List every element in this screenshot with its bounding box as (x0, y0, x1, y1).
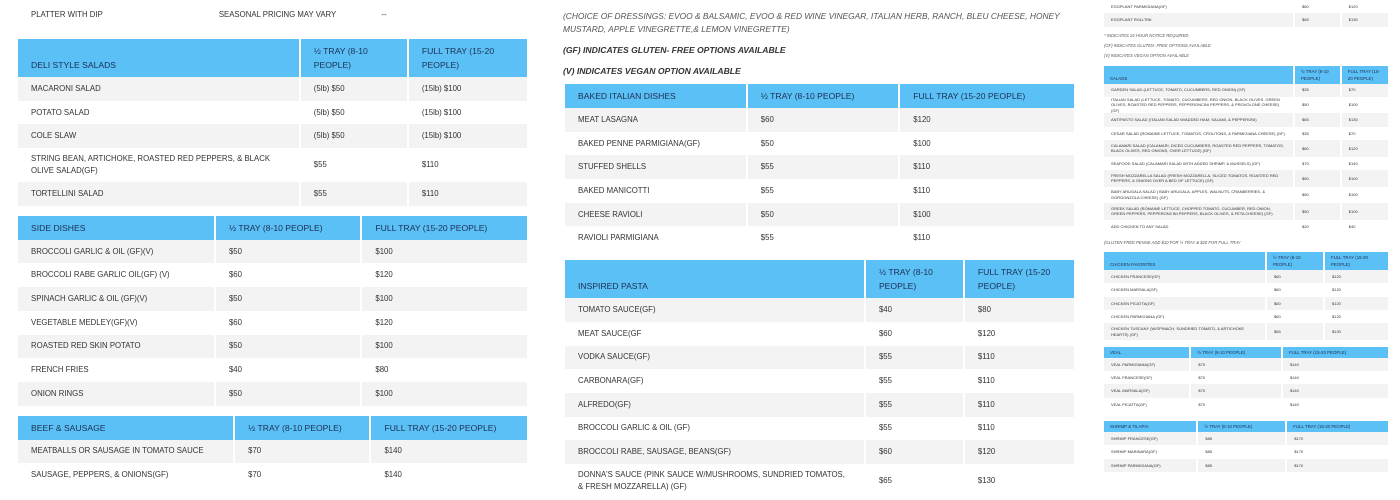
item-name: ONION RINGS (18, 382, 214, 406)
chicken-table (1102, 250, 1390, 340)
full-tray-price: $70 (1342, 84, 1388, 97)
veal-table (1102, 345, 1390, 411)
table-row (1104, 170, 1388, 187)
table-row (18, 263, 527, 287)
item-name: STRING BEAN, ARTICHOKE, ROASTED RED PEPPERS, & BLACK OLIVE SALAD(GF) (18, 148, 299, 182)
item-name: DONNA'S SAUCE (PINK SAUCE W/MUSHROOMS, SUNDRIED TOMATOS, & FRESH MOZZARELLA) (GF) (565, 464, 864, 498)
table-row (1104, 310, 1388, 323)
item-name: RAVIOLI PARMIGIANA (565, 226, 746, 250)
table-header-row (18, 214, 527, 240)
vegan-note: (V) INDICATES VEGAN OPTION AVAILABLE (1104, 52, 1189, 58)
item-name: MEAT SAUCE(GF (565, 322, 864, 346)
table-row (1104, 140, 1388, 157)
half-tray-price: $50 (1295, 97, 1340, 114)
item-name: SHRIMP MARINARA(GF) (1104, 445, 1196, 458)
menu-column-left (16, 0, 529, 487)
half-tray-price: $60 (866, 322, 963, 346)
half-tray-price: $50 (216, 335, 360, 359)
table-row (1104, 384, 1388, 397)
table-row (1104, 13, 1388, 26)
table-row (565, 369, 1074, 393)
half-tray-price: (5lb) $50 (301, 101, 407, 125)
deli-salads-table (16, 37, 529, 206)
half-tray-header: ½ TRAY (8-10 PEOPLE) (301, 37, 407, 77)
notes-block (1102, 31, 1390, 61)
table-row (565, 298, 1074, 322)
half-tray-price: (5lb) $50 (301, 77, 407, 101)
half-tray-price: $50 (216, 287, 360, 311)
table-header-row (18, 37, 527, 77)
full-tray-price: $120 (362, 311, 527, 335)
full-tray-price: $120 (1342, 140, 1388, 157)
half-tray-header: ½ TRAY (8-10 PEOPLE) (1191, 345, 1281, 358)
dressing-note: (CHOICE OF DRESSINGS: EVOO & BALSAMIC, EVOO & RED WINE VINEGAR, ITALIAN HERB, RANCH, BLEU CHEESE, HONEY MUSTARD, APPLE VINEGRETTE,& LEMON VINEGRETTE) (563, 11, 1060, 34)
full-tray-header: FULL TRAY (15-20 PEOPLE) (900, 82, 1074, 108)
item-name: SHRIMP FRANCESE(GF) (1104, 432, 1196, 445)
menu-column-middle (563, 0, 1076, 498)
table-row (565, 417, 1074, 441)
full-tray-price: $100 (362, 335, 527, 359)
half-tray-price: $70 (1295, 157, 1340, 170)
table-header-row (565, 82, 1074, 108)
table-row (1104, 203, 1388, 220)
table-row (1104, 445, 1388, 458)
item-name: POTATO SALAD (18, 101, 299, 125)
item-name: CHICKEN PICATTA(GF) (1104, 297, 1265, 310)
half-tray-header: ½ TRAY (8-10 PEOPLE) (235, 414, 369, 440)
menu-column-right (1102, 0, 1390, 472)
table-row (1104, 97, 1388, 114)
table-row (1104, 459, 1388, 472)
full-tray-price: $100 (1342, 170, 1388, 187)
full-tray-price: $120 (362, 263, 527, 287)
half-tray-price: $50 (216, 240, 360, 264)
half-tray-price: $60 (216, 311, 360, 335)
full-tray-price: $110 (965, 369, 1074, 393)
table-row (1104, 0, 1388, 13)
item-name: BROCCOLI GARLIC & OIL (GF)(V) (18, 240, 214, 264)
table-row (18, 124, 527, 148)
full-tray-price: $110 (409, 148, 527, 182)
table-row (565, 464, 1074, 498)
half-tray-price: $60 (216, 263, 360, 287)
full-tray-price: $140 (371, 440, 527, 464)
baked-italian-table (563, 82, 1076, 250)
half-tray-price: $40 (216, 358, 360, 382)
full-tray-price: $170 (1287, 459, 1388, 472)
full-tray-header: FULL TRAY (15-20 PEOPLE) (371, 414, 527, 440)
full-tray-price: $140 (1283, 358, 1388, 371)
full-tray-price: $100 (1342, 187, 1388, 204)
half-tray-price: $60 (1267, 270, 1323, 283)
item-name: FRESH MOZZARELLA SALAD (FRESH MOZZARELLA, SLICED TOMATOS, ROASTED RED PEPPERS, & ONIONS OVER A BED OF LETTUCE) (GF) (1104, 170, 1293, 187)
table-header-row (1104, 64, 1388, 84)
item-name: STUFFED SHELLS (565, 155, 746, 179)
item-name: GREEK SALAD (ROMAINE LETTUCE, CHOPPED TOMATO, CUCUMBER, RED ONION, GREEN PEPPERS, PEPPERONCINI PEPPERS, BLACK OLIVES, & FETA CHEESE) (GF) (1104, 203, 1293, 220)
half-tray-price: SEASONAL PRICING MAY VARY (206, 0, 367, 29)
half-tray-price: $70 (235, 440, 369, 464)
full-tray-price: $120 (1325, 270, 1388, 283)
half-tray-price: $85 (1198, 459, 1285, 472)
item-name: CARBONARA(GF) (565, 369, 864, 393)
full-tray-price: $110 (900, 155, 1074, 179)
half-tray-price: $65 (1295, 113, 1340, 126)
table-row (565, 132, 1074, 156)
table-header-row (18, 414, 527, 440)
full-tray-price: $110 (409, 182, 527, 206)
full-tray-price: $80 (362, 358, 527, 382)
half-tray-price: $50 (1295, 187, 1340, 204)
eggplant-table (1102, 0, 1390, 27)
half-tray-header: ½ TRAY (8-10 PEOPLE) (1198, 419, 1285, 432)
full-tray-price: $110 (965, 417, 1074, 441)
beef-sausage-table (16, 414, 529, 487)
full-tray-price: $70 (1342, 127, 1388, 140)
item-name: VODKA SAUCE(GF) (565, 346, 864, 370)
full-tray-price: $100 (362, 382, 527, 406)
half-tray-header: ½ TRAY (8-10 PEOPLE) (1295, 64, 1340, 84)
half-tray-price: $55 (866, 417, 963, 441)
half-tray-price: $55 (866, 393, 963, 417)
half-tray-price: $60 (748, 108, 898, 132)
item-name: BAKED MANICOTTI (565, 179, 746, 203)
item-name: ALFREDO(GF) (565, 393, 864, 417)
full-tray-price: $110 (965, 346, 1074, 370)
item-name: EGGPLANT PARMIGIANA(GF) (1104, 0, 1293, 13)
table-row (565, 322, 1074, 346)
table-row (18, 148, 527, 182)
table-row (18, 440, 527, 464)
half-tray-price: $35 (1295, 127, 1340, 140)
full-tray-header: FULL TRAY (15-20 PEOPLE) (965, 258, 1074, 298)
item-name: VEAL FRANCESE(GF) (1104, 371, 1189, 384)
half-tray-price: $55 (748, 179, 898, 203)
full-tray-price: $140 (371, 463, 527, 487)
full-tray-price: -- (368, 0, 527, 29)
item-name: CHICKEN TUSCANY (W/SPINACH, SUNDRIED TOMATO, & ARTICHOKE HEARTS) (GF) (1104, 323, 1265, 340)
section-title: VEAL (1104, 345, 1189, 358)
item-name: SEAFOOD SALAD (CALAMARI SALAD WITH ADDED SHRIMP, & MUSSELS) (GF) (1104, 157, 1293, 170)
half-tray-price: $60 (1267, 297, 1323, 310)
inspired-pasta-table (563, 258, 1076, 498)
half-tray-price: $55 (866, 369, 963, 393)
half-tray-price: $55 (301, 182, 407, 206)
half-tray-price: $50 (216, 382, 360, 406)
half-tray-price: $70 (1191, 358, 1281, 371)
full-tray-price: $100 (1342, 203, 1388, 220)
full-tray-header: FULL TRAY (15-20 PEOPLE) (1325, 250, 1388, 270)
half-tray-price: $20 (1295, 220, 1340, 233)
section-title: BEEF & SAUSAGE (18, 414, 233, 440)
item-name: PLATTER WITH DIP (18, 0, 204, 29)
full-tray-price: $80 (965, 298, 1074, 322)
table-row (18, 77, 527, 101)
full-tray-price: $130 (965, 464, 1074, 498)
table-header-row (1104, 250, 1388, 270)
full-tray-price: $130 (1342, 13, 1388, 26)
half-tray-price: $85 (1198, 432, 1285, 445)
table-row (18, 182, 527, 206)
item-name: BROCCOLI RABE, SAUSAGE, BEANS(GF) (565, 440, 864, 464)
item-name: SPINACH GARLIC & OIL (GF)(V) (18, 287, 214, 311)
full-tray-price: $120 (1325, 310, 1388, 323)
item-name: CESAR SALAD (ROMAINE LETTUCE, TOMATOS, CROUTONS, & PARMIGIANA CHEESE) (GF) (1104, 127, 1293, 140)
half-tray-price: $50 (1295, 170, 1340, 187)
item-name: SAUSAGE, PEPPERS, & ONIONS(GF) (18, 463, 233, 487)
gluten-free-note: (GF) INDICATES GLUTEN- FREE OPTIONS AVAILABLE (563, 45, 786, 55)
half-tray-price: $55 (301, 148, 407, 182)
table-header-row (565, 258, 1074, 298)
half-tray-price: (5lb) $50 (301, 124, 407, 148)
full-tray-price: $40 (1342, 220, 1388, 233)
item-name: SHRIMP PARMIGIANA(GF) (1104, 459, 1196, 472)
full-tray-price: $100 (900, 203, 1074, 227)
full-tray-price: $140 (1283, 371, 1388, 384)
platter-table (16, 0, 529, 29)
item-name: FRENCH FRIES (18, 358, 214, 382)
table-row (1104, 358, 1388, 371)
table-row (18, 358, 527, 382)
item-name: COLE SLAW (18, 124, 299, 148)
full-tray-header: FULL TRAY (15-20 PEOPLE) (362, 214, 527, 240)
half-tray-header: ½ TRAY (8-10 PEOPLE) (216, 214, 360, 240)
table-row (18, 101, 527, 125)
half-tray-price: $70 (235, 463, 369, 487)
section-title: SIDE DISHES (18, 214, 214, 240)
full-tray-price: $140 (1342, 157, 1388, 170)
half-tray-price: $55 (748, 226, 898, 250)
table-row (1104, 323, 1388, 340)
item-name: MACARONI SALAD (18, 77, 299, 101)
notice-note: * INDICATES 24 HOUR NOTICE REQUIRED (1104, 32, 1189, 38)
item-name: TORTELLINI SALAD (18, 182, 299, 206)
table-row (1104, 297, 1388, 310)
table-header-row (1104, 419, 1388, 432)
table-row (1104, 127, 1388, 140)
full-tray-price: $100 (1342, 97, 1388, 114)
table-row (1104, 432, 1388, 445)
item-name: GARDEN SALAD (LETTUCE, TOMATO, CUCUMBERS, RED ONION) (GF) (1104, 84, 1293, 97)
salads-table (1102, 64, 1390, 233)
table-row (565, 108, 1074, 132)
half-tray-price: $35 (1295, 84, 1340, 97)
item-name: MEATBALLS OR SAUSAGE IN TOMATO SAUCE (18, 440, 233, 464)
table-row (565, 155, 1074, 179)
half-tray-price: $70 (1191, 384, 1281, 397)
vegan-note: (V) INDICATES VEGAN OPTION AVAILABLE (563, 66, 741, 76)
shrimp-tilapia-table (1102, 419, 1390, 472)
section-title: CHICKEN FAVORITES (1104, 250, 1265, 270)
item-name: BAKED PENNE PARMIGIANA(GF) (565, 132, 746, 156)
section-title: INSPIRED PASTA (565, 258, 864, 298)
half-tray-price: $65 (1267, 323, 1323, 340)
table-row (18, 0, 527, 29)
half-tray-price: $60 (1295, 0, 1340, 13)
full-tray-price: $120 (965, 440, 1074, 464)
item-name: CHICKEN PARMIGIANA (GF) (1104, 310, 1265, 323)
full-tray-header: FULL TRAY (15-20 PEOPLE) (409, 37, 527, 77)
full-tray-price: $110 (900, 179, 1074, 203)
item-name: BROCCOLI RABE GARLIC OIL(GF) (V) (18, 263, 214, 287)
full-tray-price: $100 (362, 287, 527, 311)
table-row (565, 440, 1074, 464)
table-row (565, 226, 1074, 250)
full-tray-price: $140 (1283, 384, 1388, 397)
table-row (1104, 398, 1388, 411)
full-tray-price: $100 (900, 132, 1074, 156)
table-row (1104, 371, 1388, 384)
half-tray-price: $50 (748, 132, 898, 156)
full-tray-header: FULL TRAY (15-20 PEOPLE) (1342, 64, 1388, 84)
item-name: CALAMARI SALAD (CALAMARI, DICED CUCUMBERS, ROASTED RED PEPPERS, TOMATOS, BLACK OLIVES, RED ONIONS, OVER LETTUCE) (GF) (1104, 140, 1293, 157)
table-row (565, 179, 1074, 203)
full-tray-price: (15lb) $100 (409, 124, 527, 148)
half-tray-price: $70 (1191, 398, 1281, 411)
table-row (18, 311, 527, 335)
half-tray-header: ½ TRAY (8-10 PEOPLE) (1267, 250, 1323, 270)
table-row (565, 203, 1074, 227)
half-tray-price: $60 (1295, 140, 1340, 157)
half-tray-price: $65 (866, 464, 963, 498)
side-dishes-table (16, 214, 529, 406)
table-row (1104, 84, 1388, 97)
full-tray-price: $140 (1283, 398, 1388, 411)
table-row (1104, 187, 1388, 204)
table-row (18, 287, 527, 311)
table-row (18, 382, 527, 406)
table-row (18, 240, 527, 264)
item-name: MEAT LASAGNA (565, 108, 746, 132)
full-tray-price: $100 (362, 240, 527, 264)
half-tray-price: $70 (1191, 371, 1281, 384)
section-title: DELI STYLE SALADS (18, 37, 299, 77)
half-tray-header: ½ TRAY (8-10 PEOPLE) (866, 258, 963, 298)
full-tray-price: $120 (1342, 0, 1388, 13)
full-tray-header: FULL TRAY (15-20 PEOPLE) (1283, 345, 1388, 358)
item-name: ADD CHICKEN TO ANY SALAD (1104, 220, 1293, 233)
half-tray-price: $60 (866, 440, 963, 464)
full-tray-price: $110 (965, 393, 1074, 417)
table-row (565, 393, 1074, 417)
full-tray-price: $170 (1287, 445, 1388, 458)
item-name: ANTIPASTO SALAD (ITALIAN SALAD W/ADDED HAM, SALAMI, & PEPPERONI) (1104, 113, 1293, 126)
full-tray-price: $170 (1287, 432, 1388, 445)
table-row (18, 463, 527, 487)
item-name: BROCCOLI GARLIC & OIL (GF) (565, 417, 864, 441)
full-tray-price: (15lb) $100 (409, 77, 527, 101)
half-tray-price: $60 (1267, 283, 1323, 296)
full-tray-price: (15lb) $100 (409, 101, 527, 125)
half-tray-price: $40 (866, 298, 963, 322)
half-tray-price: $50 (1295, 203, 1340, 220)
half-tray-price: $55 (866, 346, 963, 370)
section-title: SHRIMP & TILAPIA (1104, 419, 1196, 432)
full-tray-price: $120 (900, 108, 1074, 132)
table-row (1104, 157, 1388, 170)
gluten-free-note: (GF) INDICATES GLUTEN- FREE OPTIONS AVAILABLE (1104, 42, 1211, 48)
item-name: CHICKEN FRANCESE(GF) (1104, 270, 1265, 283)
item-name: CHEESE RAVIOLI (565, 203, 746, 227)
section-title: SALADS (1104, 64, 1293, 84)
full-tray-price: $130 (1325, 323, 1388, 340)
item-name: VEAL MARSALA(GF) (1104, 384, 1189, 397)
table-row (1104, 220, 1388, 233)
item-name: CHICKEN MARSALA(GF) (1104, 283, 1265, 296)
table-row (565, 346, 1074, 370)
full-tray-price: $120 (1325, 297, 1388, 310)
item-name: ROASTED RED SKIN POTATO (18, 335, 214, 359)
table-row (18, 335, 527, 359)
full-tray-price: $110 (900, 226, 1074, 250)
item-name: VEAL PARMIGIANA(GF) (1104, 358, 1189, 371)
full-tray-price: $120 (1325, 283, 1388, 296)
half-tray-header: ½ TRAY (8-10 PEOPLE) (748, 82, 898, 108)
half-tray-price: $85 (1198, 445, 1285, 458)
item-name: ITALIAN SALAD (LETTUCE, TOMATO, CUCUMBERS, RED ONION, BLACK OLIVES, GREEN OLIVES, ROASTED RED PEPPERS, PEPPERONCINI PEPPERS, & PROVOLONE CHEESE) (GF) (1104, 97, 1293, 114)
half-tray-price: $65 (1295, 13, 1340, 26)
full-tray-price: $120 (965, 322, 1074, 346)
penne-note: (GLUTEN-FREE PENNE ADD $10 FOR ½ TRAY & $20 FOR FULL TRAY (1104, 240, 1241, 246)
table-row (1104, 113, 1388, 126)
table-row (1104, 270, 1388, 283)
table-row (1104, 283, 1388, 296)
item-name: VEAL PICATTA(GF) (1104, 398, 1189, 411)
full-tray-price: $130 (1342, 113, 1388, 126)
half-tray-price: $55 (748, 155, 898, 179)
item-name: BABY ARUGALA SALAD ( BABY ARUGALA, APPLES, WALNUTS, CRANBERRIES, & GORGONZOLA CHEESE) (GF) (1104, 187, 1293, 204)
item-name: EGGPLANT ROLLTINI (1104, 13, 1293, 26)
half-tray-price: $50 (748, 203, 898, 227)
item-name: TOMATO SAUCE(GF) (565, 298, 864, 322)
section-title: BAKED ITALIAN DISHES (565, 82, 746, 108)
item-name: VEGETABLE MEDLEY(GF)(V) (18, 311, 214, 335)
half-tray-price: $60 (1267, 310, 1323, 323)
full-tray-header: FULL TRAY (15-20 PEOPLE) (1287, 419, 1388, 432)
table-header-row (1104, 345, 1388, 358)
